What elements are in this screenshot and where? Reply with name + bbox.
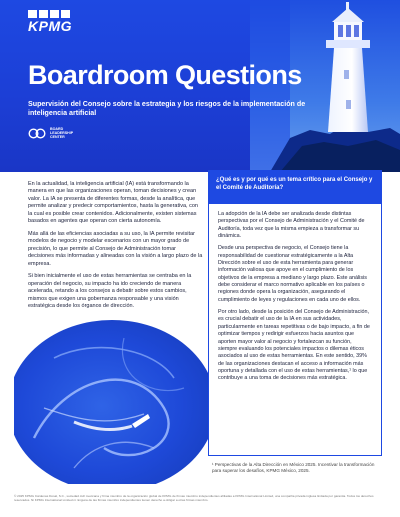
footnote: ¹ Perspectivas de la Alta Dirección en México 2025. Incentivar la transformación para superar los desafíos, KPMG México, 2025. [212,462,375,473]
box-heading: ¿Qué es y por qué es un tema crítico para el Consejo y el Comité de Auditoría? [209,171,381,204]
box-paragraph: Por otro lado, desde la posición del Consejo de Administración, es crucial debatir el uso de la IA en sus actividades, particularmente en tareas repetitivas o de bajo impacto, a fin de optimizar tiempos y redirigir esfuerzos hacia asuntos que aporten mayor valor al negocio y fortalezcan su función, siempre evaluando los potenciales impactos o dilemas éticos asociados al uso de estas herramientas. En este sentido, 39% de las organizaciones destacan el acceso a información más oportuna y detallada con el uso de estas herramientas,¹ lo que contribuye a una toma de decisiones más estratégica. [218,309,370,382]
board-leadership-center-logo [28,128,73,140]
header-banner [0,0,400,172]
aerial-boat-photo [14,318,210,484]
legal-fine-print: © 2025 KPMG Cárdenas Dosal, S.C., sociedad civil mexicana y firma miembro de la organización global de KPMG de firmas miembro independientes afiliadas a KPMG International Limited, una compañía privada inglesa limitada por garantía. Todos los derechos reservados. Ni KPMG International Limited ni ninguna de las firmas miembro independientes tienen derecho a obligar a otras firmas miembro. [14,494,374,503]
intro-paragraph: Más allá de las eficiencias asociadas a su uso, la IA permite revisitar modelos de negocio y modelar escenarios con un mayor grado de precisión, lo que permite al Consejo de Administración tomar decisiones más informadas y alineadas con la visión a largo plazo de la empresa. [28,230,203,267]
intro-column [28,181,203,316]
box-paragraph: Desde una perspectiva de negocio, el Consejo tiene la responsabilidad de cuestionar estratégicamente a la Alta Dirección sobre el uso de esta herramienta para generar información valiosa que apoye en el cumplimiento de los objetivos de la empresa a mediano y largo plazo. Este análisis debe considerar el marco normativo aplicable en los países o regiones donde opera la organización, asegurando el cumplimiento de leyes y regulaciones en cada uno de ellos. [218,245,367,303]
intro-paragraph: En la actualidad, la inteligencia artificial (IA) está transformando la manera en que las organizaciones operan, toman decisiones y crean valor. La IA se presenta de diferentes formas, desde la analítica, que permite analizar y predecir comportamientos, hasta la generativa, con la cual es posible crear contenidos. Adicionalmente, existen sistemas basados en agentes que operan con cierta autonomía. [28,181,198,225]
blc-rings-icon [28,128,46,139]
blc-line-3: CENTER [50,134,65,139]
kpmg-logo: KPMG [28,18,72,34]
blc-line-2: LEADERSHIP [50,130,74,135]
critical-topic-box [208,170,382,456]
intro-paragraph: Si bien inicialmente el uso de estas herramientas se centraba en la operación del negocio, su impacto ha ido creciendo de manera acelerada, retando a los consejos a debatir sobre estos cambios, mismos que exigen una gobernanza responsable y una visión estratégica desde los órganos de dirección. [28,273,192,310]
page-title: Boardroom Questions [28,60,302,90]
box-paragraph: La adopción de la IA debe ser analizada desde distintas perspectivas por el Consejo de Administración y el Comité de Auditoría, toda vez que la misma empieza a transformar su dinámica. [218,211,365,240]
page-subtitle: Supervisión del Consejo sobre la estrategia y los riesgos de la implementación de inteligencia artificial [28,100,306,118]
blc-line-1: BOARD [50,127,64,131]
